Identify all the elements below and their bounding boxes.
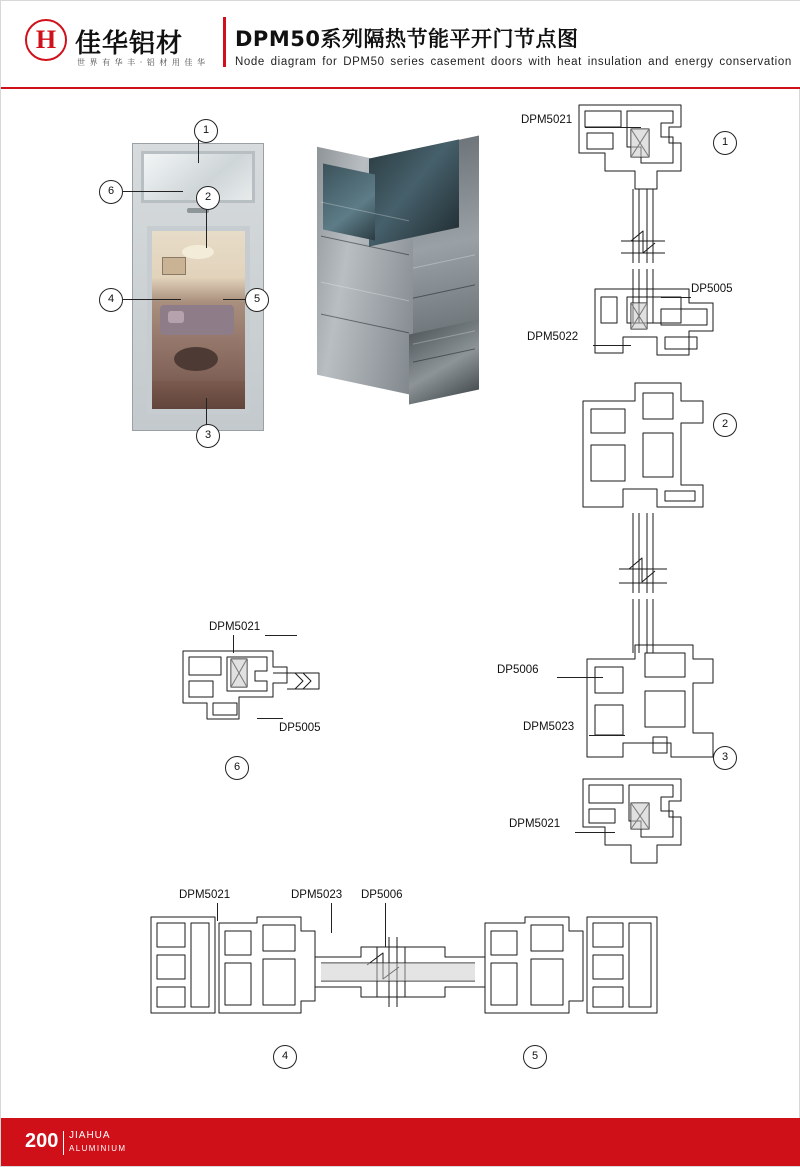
callout-photo-5[interactable]: 5 [245,288,269,312]
logo-mark-letter: H [35,25,57,54]
profile-3d-render [313,141,503,421]
leader-dp5005-right [661,297,691,298]
leader-photo-2 [206,208,207,248]
leader-bottom-dp5006 [385,903,386,947]
leader-dp5006 [557,677,603,678]
leader-photo-4 [121,299,181,300]
page-title-en: Node diagram for DPM50 series casement doors with heat insulation and energy conservation [235,56,792,68]
footer-brand-en: ALUMINIUM [69,1144,127,1153]
leader-dpm5021-top [585,127,641,128]
leader-photo-5 [223,299,245,300]
page-footer [1,1118,800,1166]
leader-photo-3 [206,398,207,426]
leader-dpm5023 [589,735,625,736]
window-product-photo [132,143,264,431]
page-number: 200 [25,1130,59,1152]
label-dp5005-right: DP5005 [691,283,733,295]
callout-section-3[interactable]: 3 [713,746,737,770]
label-dpm5021-bottom: DPM5021 [509,818,561,830]
page-title-cn: DPM50系列隔热节能平开门节点图 [235,27,579,51]
logo-company-name: 佳华铝材 [75,29,184,59]
page-header [1,1,800,89]
header-rule [1,87,800,89]
leader-dpm5021-bottom [575,832,615,833]
callout-section-1[interactable]: 1 [713,131,737,155]
leader-photo-6 [123,191,183,192]
leader-bottom-dpm5021 [217,903,218,921]
callout-section-2[interactable]: 2 [713,413,737,437]
callout-detail-6[interactable]: 6 [225,756,249,780]
label-dpm5021-top: DPM5021 [521,114,573,126]
logo-slogan: 世 界 有 华 丰 · 铝 材 用 佳 华 [77,58,206,67]
label-detail6-dp5005: DP5005 [279,722,321,734]
footer-brand-cn: JIAHUA [69,1130,111,1141]
leader-detail6-dpm5021-v [233,635,234,653]
leader-detail6-dp5005 [257,718,283,719]
leader-detail6-dpm5021 [265,635,297,636]
header-divider [223,17,226,67]
section-drawing-right-column [561,93,751,893]
label-dpm5022: DPM5022 [527,331,579,343]
leader-dpm5022 [593,345,631,346]
label-bottom-dpm5021: DPM5021 [179,889,231,901]
callout-photo-3[interactable]: 3 [196,424,220,448]
footer-divider [63,1131,64,1155]
callout-photo-2[interactable]: 2 [196,186,220,210]
label-detail6-dpm5021: DPM5021 [209,621,261,633]
section-drawing-bottom [145,901,665,1031]
window-main-sash [147,226,250,414]
label-bottom-dp5006: DP5006 [361,889,403,901]
callout-photo-6[interactable]: 6 [99,180,123,204]
callout-photo-4[interactable]: 4 [99,288,123,312]
callout-photo-1[interactable]: 1 [194,119,218,143]
callout-detail-4[interactable]: 4 [273,1045,297,1069]
label-bottom-dpm5023: DPM5023 [291,889,343,901]
leader-bottom-dpm5023 [331,903,332,933]
company-logo [25,17,215,73]
interior-scene [152,231,245,409]
jiahua-logo-icon [25,19,69,63]
leader-photo-1 [198,139,199,163]
render-glass-lower [323,163,375,240]
label-dp5006: DP5006 [497,664,539,676]
label-dpm5023: DPM5023 [523,721,575,733]
callout-detail-5[interactable]: 5 [523,1045,547,1069]
